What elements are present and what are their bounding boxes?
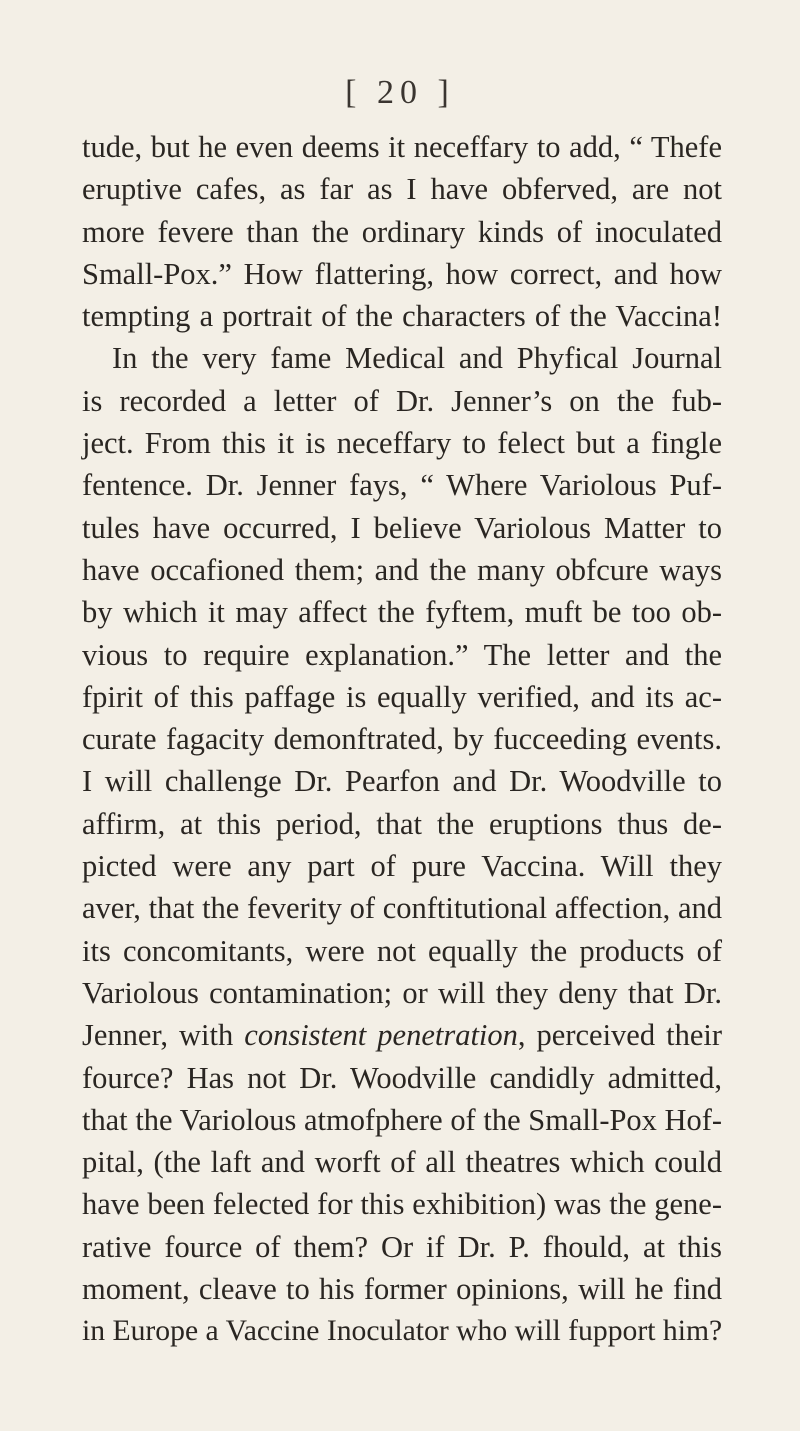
text-line: rative fource of them? Or if Dr. P. fhould, at this (82, 1229, 722, 1264)
text-line: have occafioned them; and the many obfcure ways (82, 552, 722, 587)
text-line (82, 1014, 722, 1056)
text-line: have been felected for this exhibition) was the gene- (82, 1187, 722, 1222)
text-line: that the Variolous atmofphere of the Small-Pox Hof- (82, 1102, 722, 1137)
text-line: curate fagacity demonftrated, by fucceeding events. (82, 722, 722, 757)
text-segment: Jenner, with (82, 1018, 245, 1053)
text-line: by which it may affect the fyftem, muft be too ob- (82, 595, 722, 630)
text-line: eruptive cafes, as far as I have obferved, are not (82, 172, 722, 207)
text-line: picted were any part of pure Vaccina. Will they (82, 849, 722, 884)
text-line: its concomitants, were not equally the products of (82, 933, 722, 968)
text-line: I will challenge Dr. Pearfon and Dr. Woodville to (82, 764, 722, 799)
text-line: vious to require explanation.” The letter and the (82, 637, 722, 672)
text-line: fource? Has not Dr. Woodville candidly admitted, (82, 1060, 722, 1095)
text-line: in Europe a Vaccine Inoculator who will fupport him? (82, 1315, 723, 1348)
text-segment: , perceived their (517, 1018, 722, 1053)
text-line: more fevere than the ordinary kinds of inoculated (82, 214, 722, 249)
text-line: affirm, at this period, that the eruptions thus de- (82, 806, 722, 841)
text-line: tules have occurred, I believe Variolous Matter to (82, 510, 722, 545)
text-line: fentence. Dr. Jenner fays, “ Where Variolous Puf- (82, 468, 722, 503)
text-line: aver, that the feverity of conftitutional affection, and (82, 891, 722, 926)
text-line: tempting a portrait of the characters of the Vaccina! (82, 299, 722, 334)
text-line: In the very fame Medical and Phyfical Journal (112, 341, 722, 376)
text-line: Variolous contamination; or will they deny that Dr. (82, 975, 722, 1010)
text-line: fpirit of this paffage is equally verified, and its ac- (82, 679, 722, 714)
text-line: ject. From this it is neceffary to felect but a fingle (82, 426, 722, 461)
body-text (82, 126, 722, 1353)
text-line: tude, but he even deems it neceffary to add, “ Thefe (82, 130, 722, 164)
text-line: Small-Pox.” How flattering, how correct, and how (82, 256, 722, 291)
italic-phrase: consistent penetration (244, 1018, 518, 1053)
text-line: pital, (the laft and worft of all theatres which could (82, 1145, 722, 1180)
text-line: is recorded a letter of Dr. Jenner’s on the fub- (82, 383, 722, 418)
page-number: [ 20 ] (345, 74, 455, 111)
text-line: moment, cleave to his former opinions, will he find (82, 1272, 722, 1307)
